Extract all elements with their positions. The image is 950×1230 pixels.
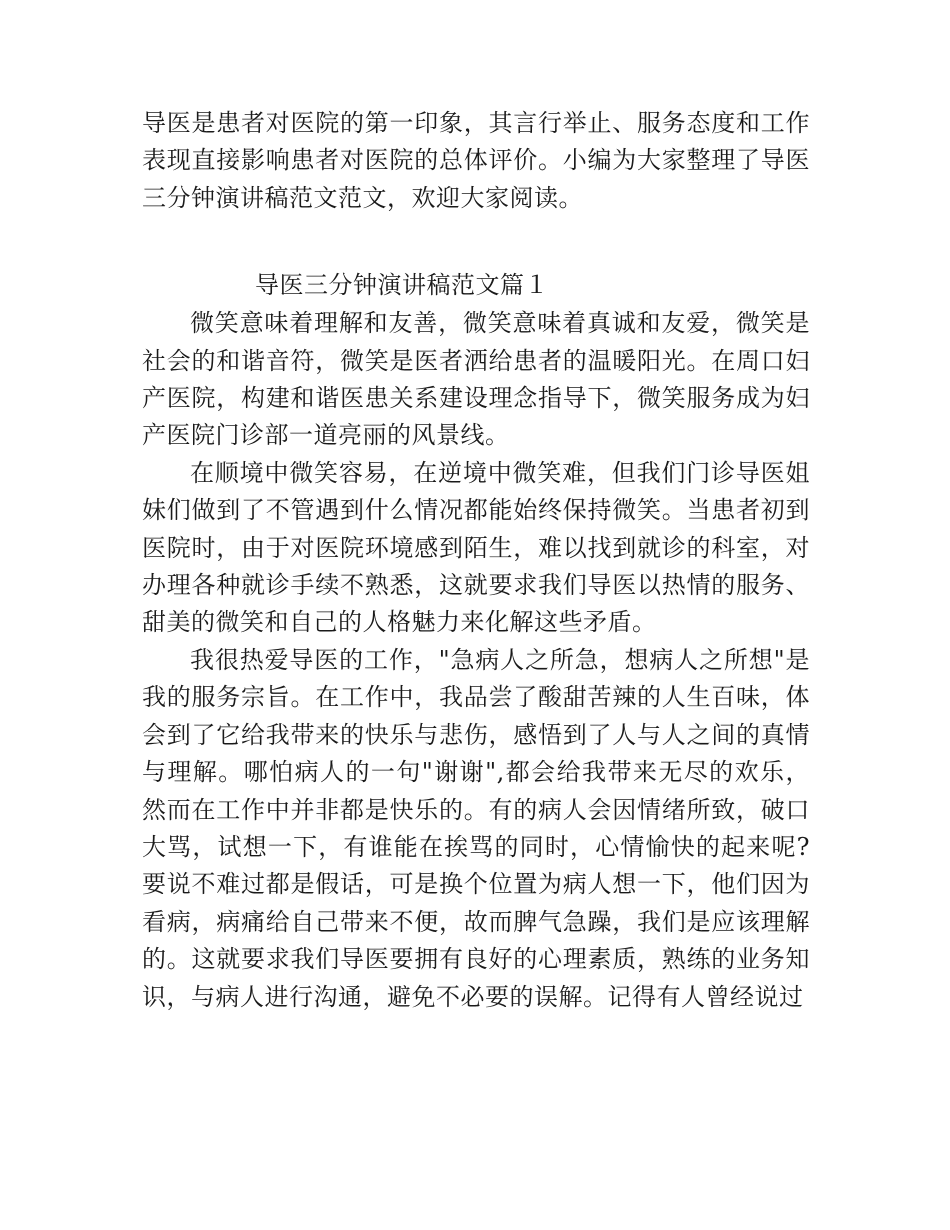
body-paragraph-3: 我很热爱导医的工作，"急病人之所急，想病人之所想"是我的服务宗旨。在工作中，我品尝了酸甜苦辣的人生百味，体会到了它给我带来的快乐与悲伤，感悟到了人与人之间的真情与理解。哪怕病人的一句"谢谢",都会给我带来无尽的欢乐，然而在工作中并非都是快乐的。有的病人会因情绪所致，破口大骂，试想一下，有谁能在挨骂的同时，心情愉快的起来呢?要说不难过都是假话，可是换个位置为病人想一下，他们因为看病，病痛给自己带来不便，故而脾气急躁，我们是应该理解的。这就要求我们导医要拥有良好的心理素质，熟练的业务知识，与病人进行沟通，避免不必要的误解。记得有人曾经说过 (142, 645, 810, 1011)
body-paragraph-2: 在顺境中微笑容易，在逆境中微笑难，但我们门诊导医姐妹们做到了不管遇到什么情况都能始终保持微笑。当患者初到医院时，由于对医院环境感到陌生，难以找到就诊的科室，对办理各种就诊手续不熟悉，这就要求我们导医以热情的服务、甜美的微笑和自己的人格魅力来化解这些矛盾。 (142, 458, 810, 637)
section-heading: 导医三分钟演讲稿范文篇１ (255, 271, 549, 300)
intro-paragraph: 导医是患者对医院的第一印象，其言行举止、服务态度和工作表现直接影响患者对医院的总体评价。小编为大家整理了导医三分钟演讲稿范文范文，欢迎大家阅读。 (142, 109, 810, 212)
document-page (142, 105, 810, 1016)
body-paragraph-1: 微笑意味着理解和友善，微笑意味着真诚和友爱，微笑是社会的和谐音符，微笑是医者洒给患者的温暖阳光。在周口妇产医院，构建和谐医患关系建设理念指导下，微笑服务成为妇产医院门诊部一道亮丽的风景线。 (142, 309, 810, 450)
